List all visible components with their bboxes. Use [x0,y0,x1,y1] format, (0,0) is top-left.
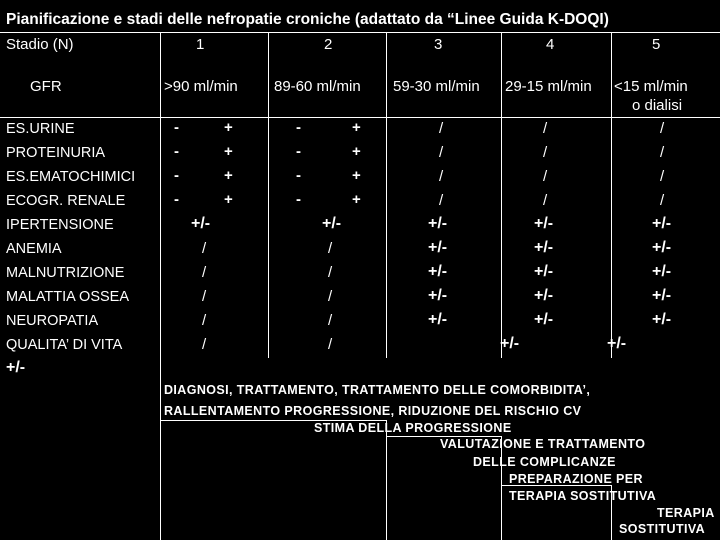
cell-malattia-ossea-s5: +/- [652,287,672,304]
cell-proteinuria-s4: / [543,144,548,161]
cell-malnutrizione-s3: +/- [428,263,448,280]
cell-ecogr-renale-s1-plus: + [224,191,233,208]
cell-es-ematochimici-s2-plus: + [352,167,361,184]
cell-es-urine-s5: / [660,120,665,137]
row-label-es-urine: ES.URINE [6,121,75,137]
cell-ipertensione-s5: +/- [652,215,672,232]
cell-anemia-s5: +/- [652,239,672,256]
cell-malnutrizione-s1: / [202,264,207,281]
row-label-malattia-ossea: MALATTIA OSSEA [6,289,130,305]
cell-malattia-ossea-s1: / [202,288,207,305]
cell-malattia-ossea-s3: +/- [428,287,448,304]
cell-malnutrizione-s5: +/- [652,263,672,280]
column-divider-3 [386,33,387,358]
cell-es-urine-s4: / [543,120,548,137]
cell-es-urine-s2-minus: - [296,119,301,136]
cell-proteinuria-s5: / [660,144,665,161]
cell-ecogr-renale-s2-plus: + [352,191,361,208]
cell-es-ematochimici-s1-plus: + [224,167,233,184]
stage-bracket-2-v [386,420,387,540]
cell-ipertensione-s4: +/- [534,215,554,232]
cell-ecogr-renale-s3: / [439,192,444,209]
column-divider-1 [160,33,161,358]
stage-text-preparazione: PREPARAZIONE PER [509,472,643,486]
cell-es-ematochimici-s4: / [543,168,548,185]
cell-proteinuria-s2-minus: - [296,143,301,160]
stage-2: 2 [324,36,333,53]
stage-text-terapia: TERAPIA [657,506,715,520]
stage-bracket-3-v [501,436,502,540]
column-divider-5 [611,33,612,358]
stage-text-terapia-sostitutiva: TERAPIA SOSTITUTIVA [509,489,657,503]
header-divider [0,117,720,118]
cell-qualita-di-vita-s1: / [202,336,207,353]
stage-3: 3 [434,36,443,53]
cell-ipertensione-s2: +/- [322,215,342,232]
row-label-qualita-di-vita: QUALITA’ DI VITA [6,337,123,353]
stage-text-stima: STIMA DELLA PROGRESSIONE [314,421,512,435]
cell-ipertensione-s3: +/- [428,215,448,232]
cell-qualita-di-vita-s4: +/- [500,335,520,352]
stage-5: 5 [652,36,661,53]
cell-es-ematochimici-s3: / [439,168,444,185]
cell-proteinuria-s1-plus: + [224,143,233,160]
cell-neuropatia-s4: +/- [534,311,554,328]
row-label-malnutrizione: MALNUTRIZIONE [6,265,125,281]
cell-ipertensione-s1: +/- [191,215,211,232]
stage-text-valutazione: VALUTAZIONE E TRATTAMENTO [440,437,646,451]
cell-neuropatia-s5: +/- [652,311,672,328]
stage-text-diagnosi: DIAGNOSI, TRATTAMENTO, TRATTAMENTO DELLE COMORBIDITA’, [164,383,591,397]
cell-neuropatia-s1: / [202,312,207,329]
cell-malnutrizione-s4: +/- [534,263,554,280]
column-divider-4 [501,33,502,358]
row-label-proteinuria: PROTEINURIA [6,145,106,161]
row-label-es-ematochimici: ES.EMATOCHIMICI [6,169,136,185]
cell-malnutrizione-s2: / [328,264,333,281]
gfr-label: GFR [30,78,62,95]
stage-4: 4 [546,36,555,53]
gfr-stage-5: <15 ml/min [614,78,688,95]
gfr-stage-4: 29-15 ml/min [505,78,592,95]
cell-ecogr-renale-s2-minus: - [296,191,301,208]
slide-title: Pianificazione e stadi delle nefropatie croniche (adattato da “Linee Guida K-DOQI) [6,11,609,28]
title-divider [0,32,720,33]
cell-anemia-s3: +/- [428,239,448,256]
stage-text-sostitutiva: SOSTITUTIVA [619,522,706,536]
cell-proteinuria-s3: / [439,144,444,161]
row-label-anemia: ANEMIA [6,241,62,257]
stage-bracket-1-v [160,358,161,540]
cell-es-urine-s1-plus: + [224,119,233,136]
cell-anemia-s2: / [328,240,333,257]
cell-es-urine-s3: / [439,120,444,137]
cell-malattia-ossea-s4: +/- [534,287,554,304]
gfr-stage-5-note: o dialisi [632,97,683,114]
column-divider-2 [268,33,269,358]
cell-proteinuria-s1-minus: - [174,143,179,160]
gfr-stage-2: 89-60 ml/min [274,78,361,95]
cell-anemia-s4: +/- [534,239,554,256]
row-label-ipertensione: IPERTENSIONE [6,217,114,233]
cell-es-ematochimici-s5: / [660,168,665,185]
cell-es-urine-s1-minus: - [174,119,179,136]
cell-es-ematochimici-s2-minus: - [296,167,301,184]
gfr-stage-1: >90 ml/min [164,78,238,95]
cell-ecogr-renale-s1-minus: - [174,191,179,208]
cell-proteinuria-s2-plus: + [352,143,361,160]
cell-es-urine-s2-plus: + [352,119,361,136]
stage-1: 1 [196,36,205,53]
extra-left-sign: +/- [6,359,26,376]
cell-neuropatia-s2: / [328,312,333,329]
cell-ecogr-renale-s5: / [660,192,665,209]
stage-text-complicanze: DELLE COMPLICANZE [473,455,616,469]
cell-malattia-ossea-s2: / [328,288,333,305]
gfr-stage-3: 59-30 ml/min [393,78,480,95]
cell-qualita-di-vita-s5: +/- [607,335,627,352]
stage-text-rallentamento: RALLENTAMENTO PROGRESSIONE, RIDUZIONE DEL RISCHIO CV [164,404,582,418]
stage-label: Stadio (N) [6,36,74,53]
cell-neuropatia-s3: +/- [428,311,448,328]
cell-ecogr-renale-s4: / [543,192,548,209]
cell-es-ematochimici-s1-minus: - [174,167,179,184]
row-label-ecogr-renale: ECOGR. RENALE [6,193,126,209]
cell-anemia-s1: / [202,240,207,257]
row-label-neuropatia: NEUROPATIA [6,313,99,329]
cell-qualita-di-vita-s2: / [328,336,333,353]
